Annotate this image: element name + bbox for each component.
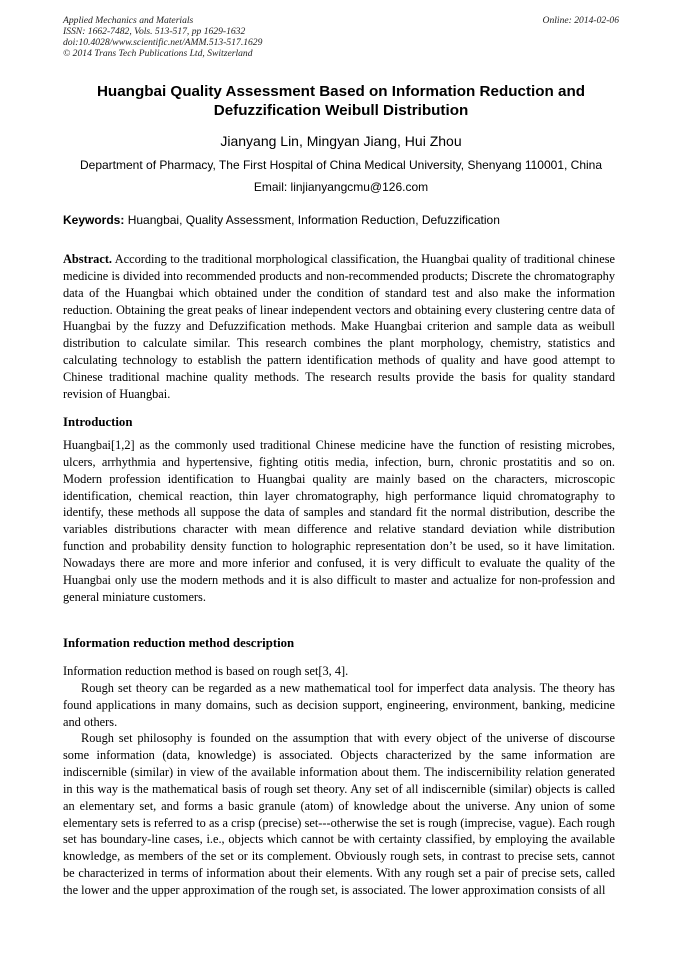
introduction-heading: Introduction: [63, 415, 133, 429]
issn-line: ISSN: 1662-7482, Vols. 513-517, pp 1629-1632: [63, 26, 246, 37]
keywords-label: Keywords:: [63, 213, 125, 227]
introduction-paragraph: Huangbai[1,2] as the commonly used traditional Chinese medicine have the function of resisting microbes, ulcers, arrhythmia and hypertensive, fighting otitis media, infection, burn, chronic prostatitis and so on. Modern profession identification to Huangbai quality are mainly based on the characters, microscopic identification, chemical reaction, thin layer chromatography, high performance liquid chromatography to identify, these methods all suppose the data of samples and standard fit the normal distribution, describe the variables distributions character with mean difference and relative standard deviation while distribution function and probability density function to holographic representation don’t be used, so it have limitation. Nowadays there are more and more inferior and confused, it is very difficult to evaluate the quality of the Huangbai only use the modern methods and it is also difficult to master and actualize for non-profession and general miniature customers.: [63, 438, 615, 604]
online-date: Online: 2014-02-06: [542, 15, 619, 26]
information-reduction-heading: Information reduction method description: [63, 636, 295, 650]
introduction-section: [63, 437, 615, 605]
info-paragraph-2: Rough set theory can be regarded as a new mathematical tool for imperfect data analysis. The theory has found applications in many domains, such as decision support, engineering, environment, banking, medicine and others.: [63, 680, 615, 729]
paper-title: Huangbai Quality Assessment Based on Information Reduction and Defuzzification Weibull Distribution: [96, 83, 586, 119]
journal-name: Applied Mechanics and Materials: [63, 15, 194, 26]
abstract-section: [63, 251, 615, 403]
information-reduction-section: [63, 663, 615, 899]
keywords-text: Huangbai, Quality Assessment, Information Reduction, Defuzzification: [127, 213, 500, 227]
paper-authors: Jianyang Lin, Mingyan Jiang, Hui Zhou: [220, 133, 462, 149]
abstract-text: According to the traditional morphological classification, the Huangbai quality of traditional chinese medicine is divided into recommended products and non-recommended products; Discrete the chromatography data of the Huangbai which obtained under the condition of standard test and also make the information reduction. Obtaining the great peaks of linear independent vectors and obtaining every clustering centre data of Huangbai by the fuzzy and Defuzzification methods. Make Huangbai criterion and sample data as weibull distribution to calculate similar. This research combines the plant morphology, chemistry, statistics and calculating technology to establish the pattern identification methods of quality and have good attempt to Chinese traditional machine quality methods. The research results provide the basis for quality standard revision of Huangbai.: [63, 252, 615, 401]
doi-line: doi:10.4028/www.scientific.net/AMM.513-517.1629: [63, 37, 263, 48]
author-email: Email: linjianyangcmu@126.com: [253, 180, 429, 194]
copyright-line: © 2014 Trans Tech Publications Ltd, Switzerland: [63, 48, 253, 59]
abstract-label: Abstract.: [63, 252, 113, 266]
info-paragraph-3: Rough set philosophy is founded on the assumption that with every object of the universe of discourse some information (data, knowledge) is associated. Objects characterized by the same information are indiscernible (similar) in view of the available information about them. The indiscernibility relation generated in this way is the mathematical basis of rough set theory. Any set of all indiscernible (similar) objects is called an elementary set, and forms a basic granule (atom) of knowledge about the universe. Any union of some elementary sets is referred to as a crisp (precise) set---otherwise the set is rough (imprecise, vague). Each rough set has boundary-line cases, i.e., objects which cannot be with certainty classified, by employing the available knowledge, as members of the set or its complement. Obviously rough sets, in contrast to precise sets, cannot be characterized in terms of information about their elements. With any rough set a pair of precise sets, called the lower and the upper approximation of the rough set, is associated. The lower approximation consists of all: [63, 731, 615, 897]
paper-affiliation: Department of Pharmacy, The First Hospital of China Medical University, Shenyang 110001, China: [79, 158, 603, 172]
info-paragraph-1: Information reduction method is based on rough set[3, 4].: [63, 664, 349, 678]
publication-header: [63, 15, 619, 59]
keywords-line: [63, 213, 619, 227]
